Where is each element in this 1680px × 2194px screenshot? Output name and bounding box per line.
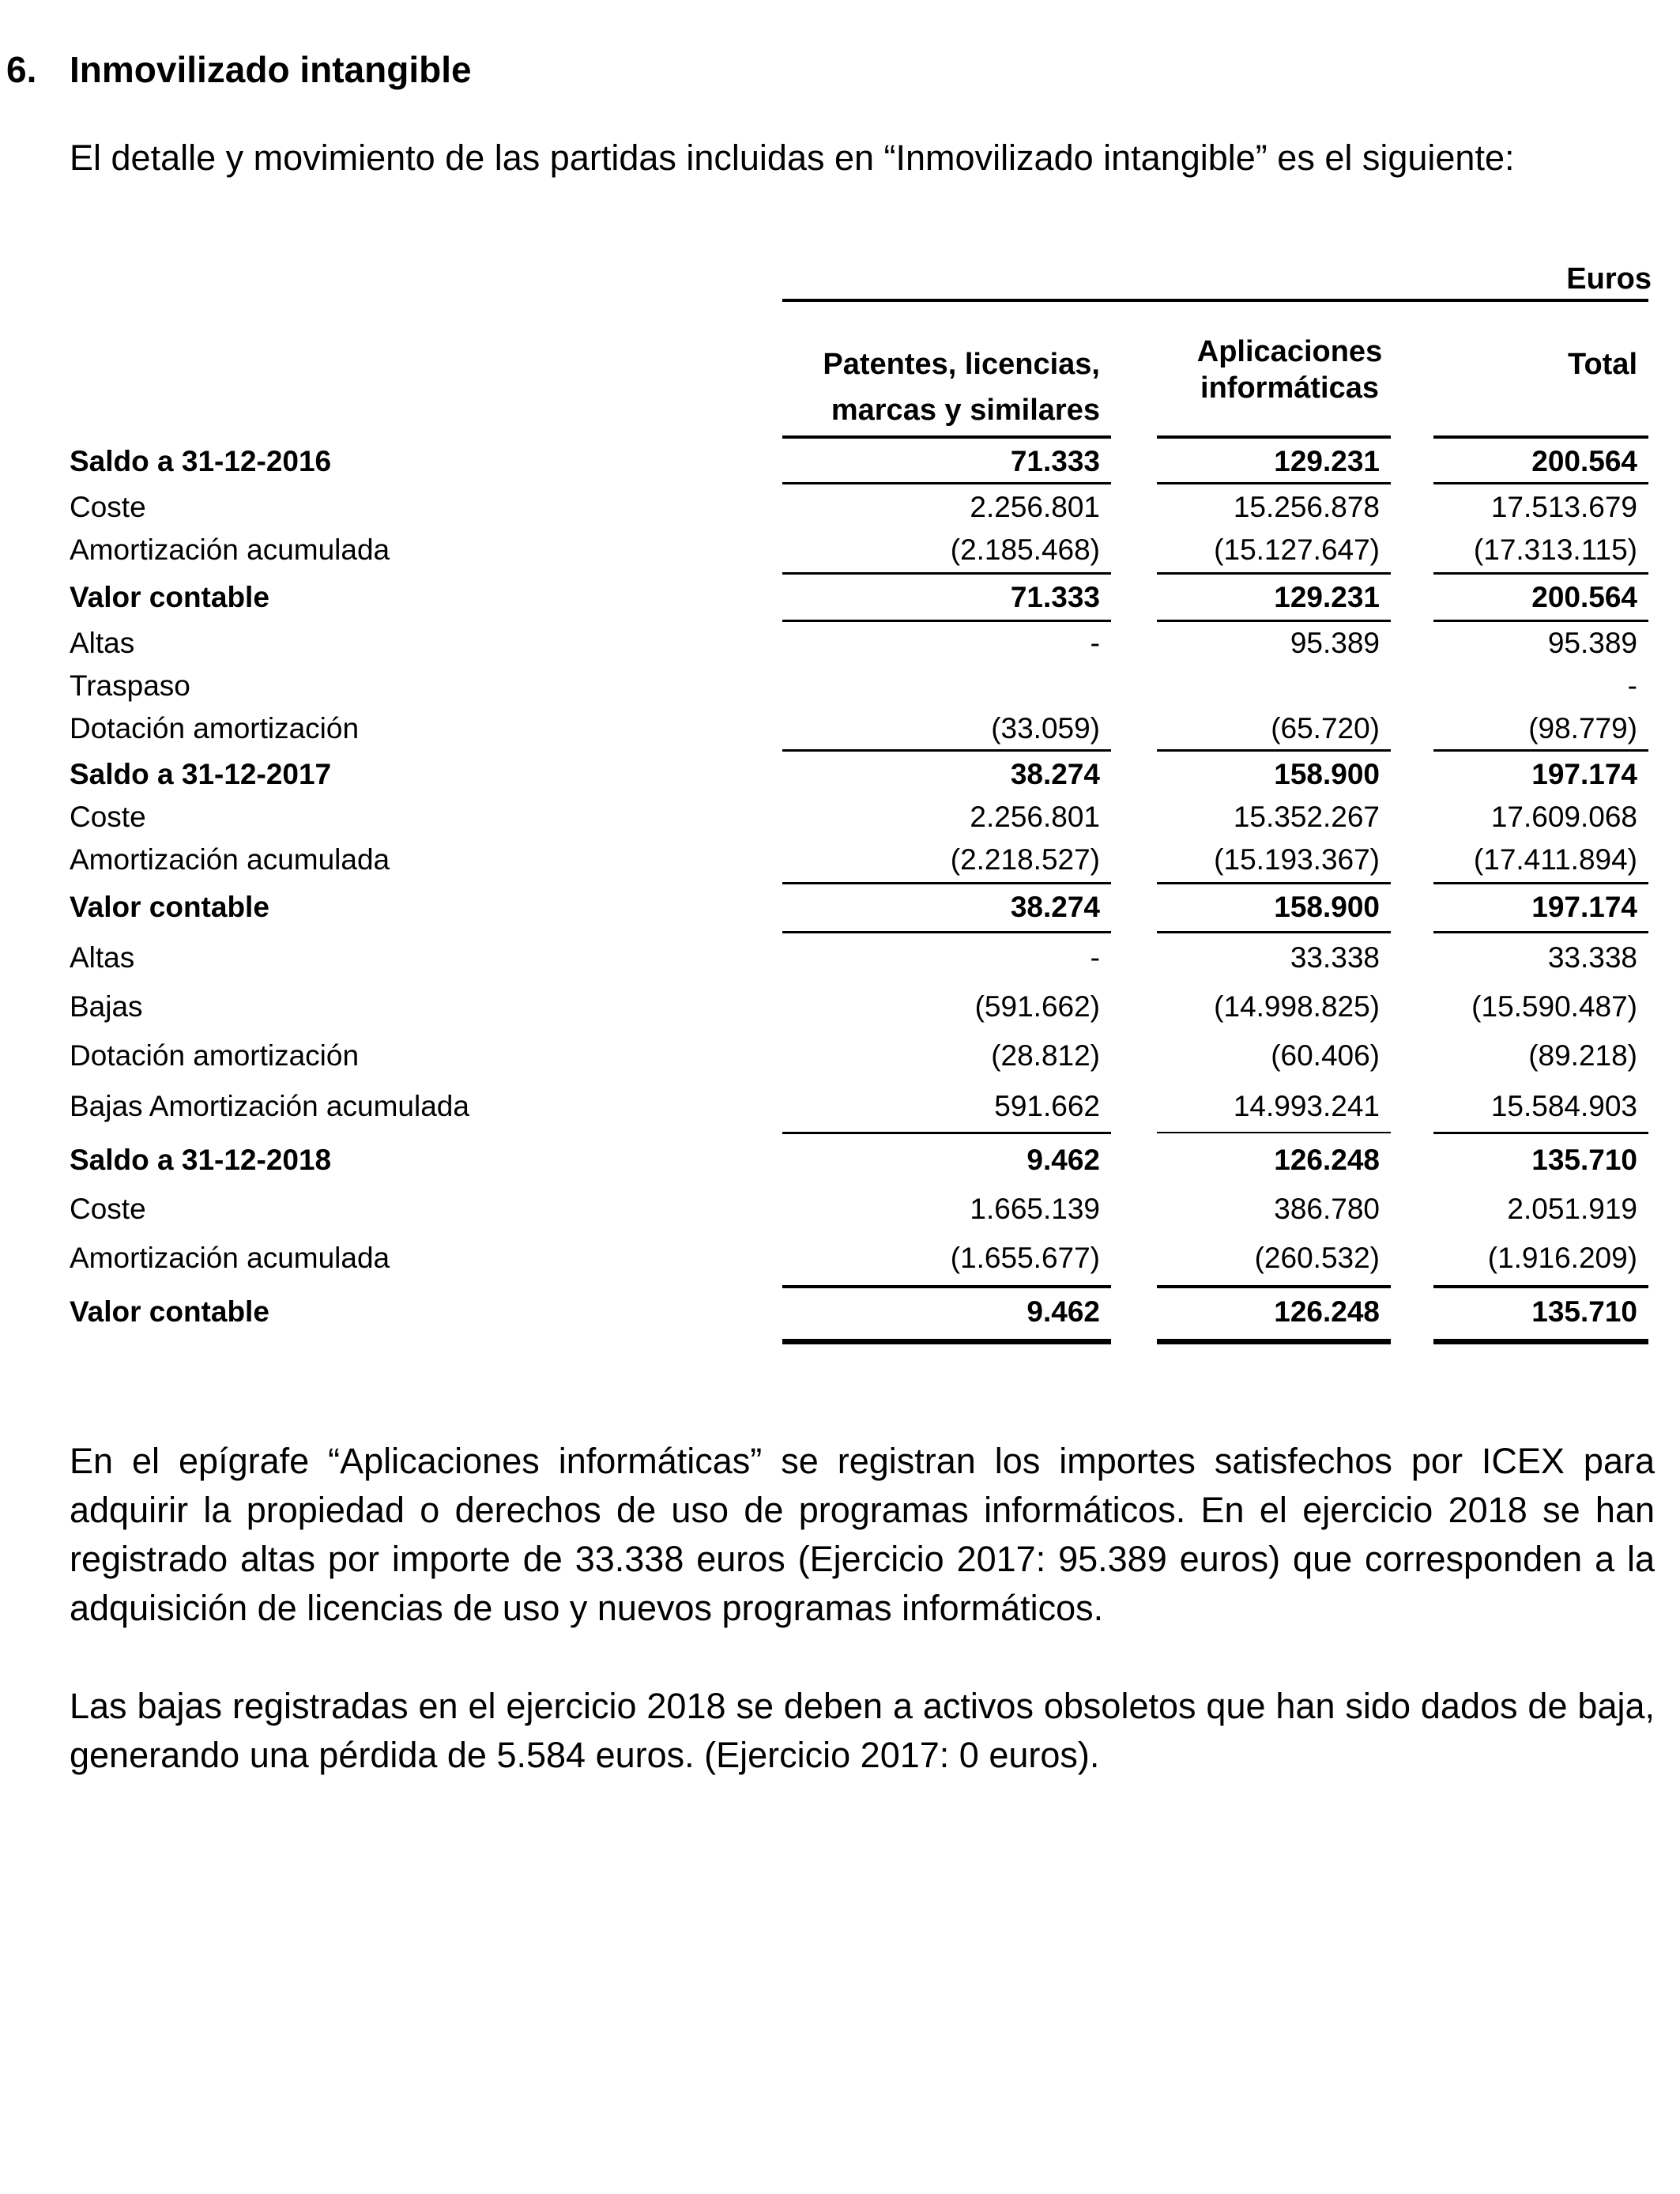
cell-total: 135.710 [1531, 1295, 1637, 1328]
table-row [0, 1291, 1680, 1333]
column-header-patentes-line2: marcas y similares [831, 394, 1100, 427]
row-label: Dotación amortización [70, 712, 360, 745]
cell-patentes: (28.812) [991, 1039, 1100, 1072]
cell-aplicaciones: 386.780 [1274, 1193, 1380, 1225]
table-row [0, 708, 1680, 749]
cell-aplicaciones: 95.389 [1290, 627, 1380, 659]
row-rule-col3 [1433, 1285, 1648, 1288]
cell-total: 2.051.919 [1507, 1193, 1637, 1225]
column-header-aplicaciones-line2: informáticas [1200, 371, 1379, 405]
cell-patentes: - [1090, 627, 1100, 659]
row-rule-col3 [1433, 620, 1648, 622]
unit-rule [782, 299, 1648, 302]
cell-patentes: 38.274 [1010, 758, 1100, 790]
cell-total: - [1627, 669, 1637, 702]
cell-total: (17.313.115) [1473, 533, 1637, 566]
row-rule-col2 [1157, 482, 1391, 484]
table-row [0, 986, 1680, 1027]
row-rule-col3 [1433, 572, 1648, 575]
table-row [0, 530, 1680, 571]
row-rule-col1 [782, 572, 1111, 575]
table-bottom-rule-col2 [1157, 1339, 1391, 1344]
column-header-patentes-line1: Patentes, licencias, [823, 348, 1100, 381]
table-bottom-rule-col1 [782, 1339, 1111, 1344]
section-title: Inmovilizado intangible [70, 49, 472, 90]
row-label: Saldo a 31-12-2018 [70, 1144, 332, 1176]
cell-total: 17.513.679 [1490, 491, 1637, 523]
row-label: Coste [70, 801, 146, 833]
row-rule-col1 [782, 1285, 1111, 1288]
cell-aplicaciones: (65.720) [1271, 712, 1380, 745]
cell-aplicaciones: (15.193.367) [1214, 843, 1380, 876]
row-label: Bajas [70, 990, 143, 1023]
section-heading [6, 46, 472, 93]
table-row [0, 797, 1680, 838]
row-rule-col1 [782, 882, 1111, 884]
row-label: Valor contable [70, 581, 269, 613]
row-rule-col3 [1433, 749, 1648, 752]
cell-aplicaciones: (14.998.825) [1214, 990, 1380, 1023]
row-label: Bajas Amortización acumulada [70, 1090, 469, 1122]
cell-aplicaciones: 126.248 [1274, 1144, 1380, 1176]
row-label: Dotación amortización [70, 1039, 360, 1072]
row-label: Valor contable [70, 891, 269, 923]
cell-aplicaciones: 158.900 [1274, 891, 1380, 923]
row-rule-col2 [1157, 749, 1391, 752]
paragraph-aplicaciones: En el epígrafe “Aplicaciones informáticas” se registran los importes satisfechos por ICEX para adquirir la propiedad o derechos de uso de programas informáticos. En el ejercicio 2018 se han registrado altas por importe de 33.338 euros (Ejercicio 2017: 95.389 euros) que corresponden a la adquisición de licencias de uso y nuevos programas informáticos. [70, 1441, 1655, 1628]
cell-patentes: 71.333 [1010, 445, 1100, 477]
cell-total: 17.609.068 [1490, 801, 1637, 833]
cell-patentes: 1.665.139 [970, 1193, 1100, 1225]
cell-total: 200.564 [1531, 445, 1637, 477]
row-rule-col3 [1433, 882, 1648, 884]
cell-patentes: 2.256.801 [970, 491, 1100, 523]
cell-aplicaciones: (15.127.647) [1214, 533, 1380, 566]
cell-total: 95.389 [1547, 627, 1637, 659]
column-header-aplicaciones-line1: Aplicaciones [1196, 335, 1383, 368]
row-label: Traspaso [70, 669, 190, 702]
row-rule-col1 [782, 931, 1111, 933]
cell-patentes: 591.662 [994, 1090, 1100, 1122]
row-label: Coste [70, 1193, 146, 1225]
row-label: Amortización acumulada [70, 1242, 390, 1274]
row-rule-col3 [1433, 1132, 1648, 1134]
cell-total: (98.779) [1528, 712, 1637, 745]
row-label: Saldo a 31-12-2016 [70, 445, 332, 477]
row-rule-col2 [1157, 572, 1391, 575]
row-rule-col1 [782, 1132, 1111, 1134]
table-row [0, 441, 1680, 482]
cell-patentes: - [1090, 941, 1100, 974]
cell-patentes: 9.462 [1026, 1295, 1100, 1328]
row-label: Valor contable [70, 1295, 269, 1328]
table-unit-label: Euros [1566, 262, 1652, 296]
cell-aplicaciones: 33.338 [1290, 941, 1380, 974]
cell-aplicaciones: 129.231 [1274, 581, 1380, 613]
table-row [0, 577, 1680, 618]
column-header-patentes [781, 341, 1100, 433]
header-rule-col1 [782, 435, 1111, 439]
cell-total: 197.174 [1531, 758, 1637, 790]
table-row [0, 1140, 1680, 1181]
cell-patentes: (2.218.527) [950, 843, 1100, 876]
cell-patentes: (591.662) [974, 990, 1100, 1023]
table-row [0, 887, 1680, 928]
cell-aplicaciones: 129.231 [1274, 445, 1380, 477]
table-row [0, 1189, 1680, 1230]
row-rule-col2 [1157, 1132, 1391, 1133]
cell-total: 33.338 [1547, 941, 1637, 974]
section-number: 6. [6, 49, 37, 90]
column-header-aplicaciones [1155, 334, 1424, 406]
cell-total: 15.584.903 [1490, 1090, 1637, 1122]
table-row [0, 1035, 1680, 1076]
cell-total: 200.564 [1531, 581, 1637, 613]
cell-aplicaciones: 14.993.241 [1233, 1090, 1380, 1122]
row-label: Altas [70, 941, 135, 974]
table-row [0, 487, 1680, 528]
header-rule-col2 [1157, 435, 1391, 439]
cell-aplicaciones: (60.406) [1271, 1039, 1380, 1072]
row-label: Saldo a 31-12-2017 [70, 758, 332, 790]
table-row [0, 937, 1680, 978]
cell-aplicaciones: 15.352.267 [1233, 801, 1380, 833]
header-rule-col3 [1433, 435, 1648, 439]
cell-patentes: 2.256.801 [970, 801, 1100, 833]
row-label: Amortización acumulada [70, 843, 390, 876]
cell-patentes: 38.274 [1010, 891, 1100, 923]
table-row [0, 1086, 1680, 1127]
table-row [0, 665, 1680, 707]
row-label: Coste [70, 491, 146, 523]
paragraph-bajas: Las bajas registradas en el ejercicio 2018 se deben a activos obsoletos que han sido dados de baja, generando una pérdida de 5.584 euros. (Ejercicio 2017: 0 euros). [70, 1686, 1655, 1775]
table-row [0, 623, 1680, 664]
row-rule-col1 [782, 482, 1111, 484]
cell-total: (17.411.894) [1473, 843, 1637, 876]
row-label: Amortización acumulada [70, 533, 390, 566]
row-rule-col1 [782, 749, 1111, 752]
row-rule-col3 [1433, 482, 1648, 484]
table-row [0, 754, 1680, 795]
cell-patentes: (2.185.468) [950, 533, 1100, 566]
cell-patentes: (1.655.677) [950, 1242, 1100, 1274]
cell-total: (15.590.487) [1471, 990, 1637, 1023]
cell-patentes: (33.059) [991, 712, 1100, 745]
cell-total: (1.916.209) [1487, 1242, 1637, 1274]
table-bottom-rule-col3 [1433, 1339, 1648, 1344]
table-row [0, 839, 1680, 880]
cell-aplicaciones: 15.256.878 [1233, 491, 1380, 523]
row-rule-col1 [782, 620, 1111, 622]
row-label: Altas [70, 627, 135, 659]
table-row [0, 1238, 1680, 1279]
cell-aplicaciones: (260.532) [1254, 1242, 1380, 1274]
row-rule-col2 [1157, 1285, 1391, 1288]
row-rule-col3 [1433, 931, 1648, 933]
column-header-total-label: Total [1568, 348, 1637, 381]
row-rule-col2 [1157, 882, 1391, 884]
column-header-total [1432, 341, 1637, 387]
cell-total: (89.218) [1528, 1039, 1637, 1072]
row-rule-col2 [1157, 931, 1391, 933]
intro-text: El detalle y movimiento de las partidas incluidas en “Inmovilizado intangible” es el siguiente: [70, 138, 1515, 178]
row-rule-col2 [1157, 620, 1391, 622]
cell-patentes: 9.462 [1026, 1144, 1100, 1176]
cell-aplicaciones: 158.900 [1274, 758, 1380, 790]
cell-total: 197.174 [1531, 891, 1637, 923]
cell-aplicaciones: 126.248 [1274, 1295, 1380, 1328]
cell-patentes: 71.333 [1010, 581, 1100, 613]
cell-total: 135.710 [1531, 1144, 1637, 1176]
